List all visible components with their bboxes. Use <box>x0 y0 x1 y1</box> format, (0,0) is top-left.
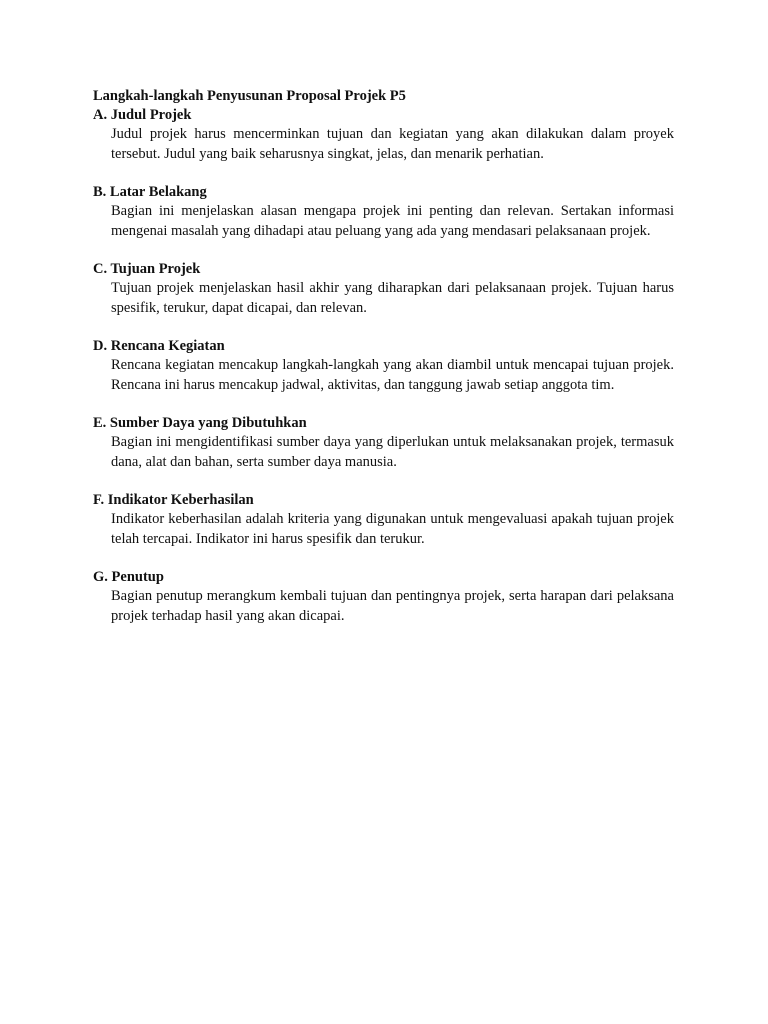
section-body: Indikator keberhasilan adalah kriteria yang digunakan untuk mengevaluasi apakah tujuan projek telah tercapai. Indikator ini harus spesifik dan terukur. <box>111 511 674 547</box>
section-body: Rencana kegiatan mencakup langkah-langkah yang akan diambil untuk mencapai tujuan projek. Rencana ini harus mencakup jadwal, aktivitas, dan tanggung jawab setiap anggota tim. <box>111 357 674 393</box>
section-sumber-daya <box>93 414 674 472</box>
section-heading: E. Sumber Daya yang Dibutuhkan <box>93 415 307 431</box>
section-heading: C. Tujuan Projek <box>93 261 201 277</box>
section-body: Bagian ini menjelaskan alasan mengapa projek ini penting dan relevan. Sertakan informasi mengenai masalah yang dihadapi atau peluang yang ada yang mendasari pelaksanaan projek. <box>111 203 674 239</box>
section-body: Judul projek harus mencerminkan tujuan dan kegiatan yang akan dilakukan dalam proyek tersebut. Judul yang baik seharusnya singkat, jelas, dan menarik perhatian. <box>111 126 674 162</box>
section-heading: F. Indikator Keberhasilan <box>93 492 254 508</box>
section-rencana-kegiatan <box>93 337 674 395</box>
section-heading: B. Latar Belakang <box>93 184 207 200</box>
section-tujuan-projek <box>93 260 674 318</box>
document-title: Langkah-langkah Penyusunan Proposal Projek P5 <box>93 88 406 104</box>
section-body: Tujuan projek menjelaskan hasil akhir yang diharapkan dari pelaksanaan projek. Tujuan harus spesifik, terukur, dapat dicapai, dan relevan. <box>111 280 674 316</box>
section-indikator-keberhasilan <box>93 491 674 549</box>
section-penutup <box>93 568 674 626</box>
section-heading: G. Penutup <box>93 569 164 585</box>
section-body: Bagian penutup merangkum kembali tujuan dan pentingnya projek, serta harapan dari pelaksana projek terhadap hasil yang akan dicapai. <box>111 588 674 624</box>
section-judul-projek <box>93 106 674 164</box>
section-heading: A. Judul Projek <box>93 107 192 123</box>
document-page <box>93 87 674 645</box>
section-heading: D. Rencana Kegiatan <box>93 338 225 354</box>
section-latar-belakang <box>93 183 674 241</box>
section-body: Bagian ini mengidentifikasi sumber daya yang diperlukan untuk melaksanakan projek, termasuk dana, alat dan bahan, serta sumber daya manusia. <box>111 434 674 470</box>
